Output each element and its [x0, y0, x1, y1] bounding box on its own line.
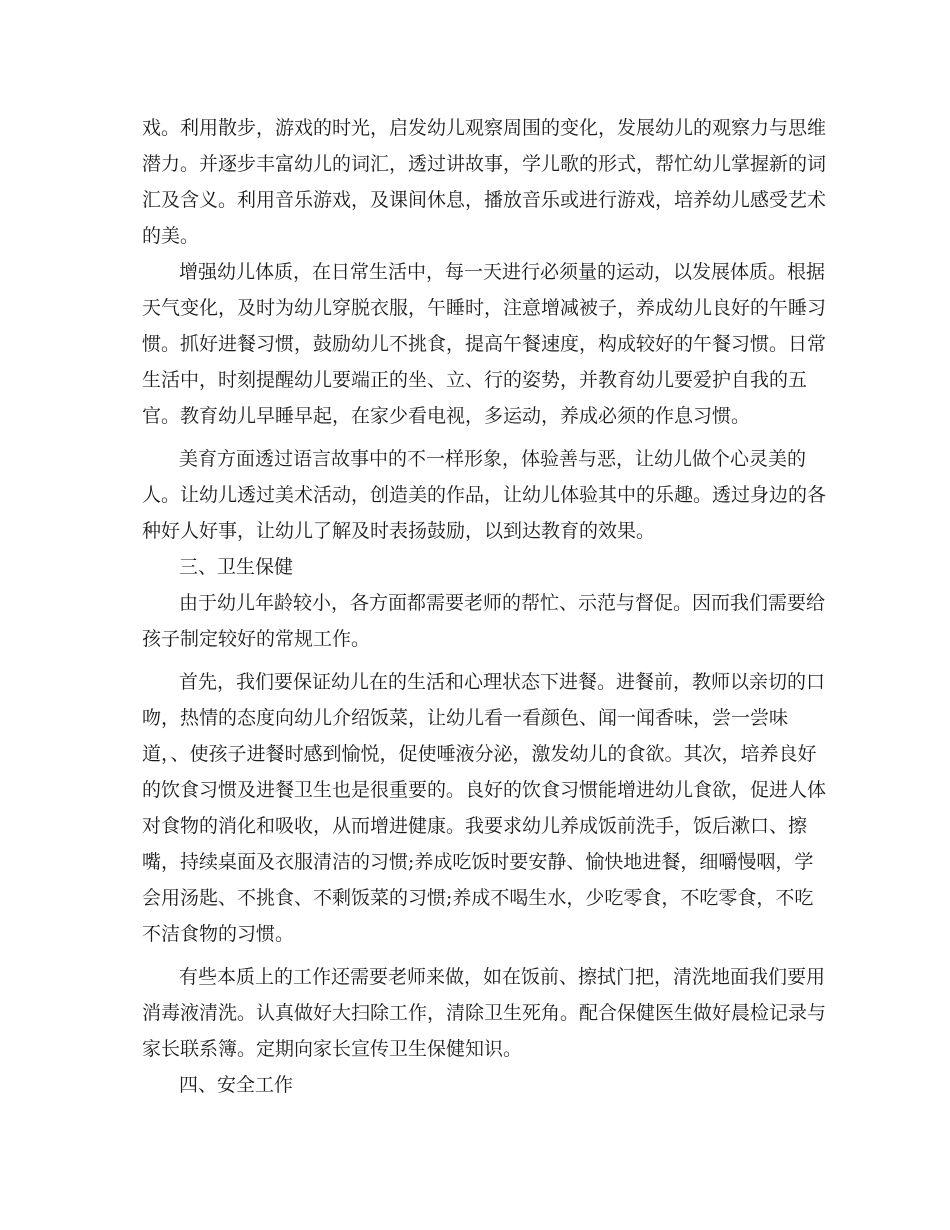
paragraph-6-line-2: 吻，热情的态度向幼儿介绍饭菜，让幼儿看一看颜色、闻一闻香味，尝一尝味 — [142, 707, 789, 729]
paragraph-7-line-2: 消毒液清洗。认真做好大扫除工作，清除卫生死角。配合保健医生做好晨检记录与 — [142, 1002, 827, 1024]
paragraph-6-line-5: 对食物的消化和吸收，从而增进健康。我要求幼儿养成饭前洗手，饭后漱口、擦 — [142, 815, 808, 837]
paragraph-5-line-2: 孩子制定较好的常规工作。 — [142, 628, 371, 650]
paragraph-2-line-5: 官。教育幼儿早睡早起，在家少看电视，多运动，养成必须的作息习惯。 — [142, 405, 751, 427]
paragraph-1-line-3: 汇及含义。利用音乐游戏，及课间休息，播放音乐或进行游戏，培养幼儿感受艺术 — [142, 189, 827, 211]
paragraph-6-line-1: 首先，我们要保证幼儿在的生活和心理状态下进餐。进餐前，教师以亲切的口 — [179, 671, 826, 693]
paragraph-3-line-3: 种好人好事，让幼儿了解及时表扬鼓励，以到达教育的效果。 — [142, 520, 656, 542]
paragraph-6-line-4: 的饮食习惯及进餐卫生也是很重要的。良好的饮食习惯能增进幼儿食欲，促进人体 — [142, 779, 827, 801]
paragraph-6-line-8: 不洁食物的习惯。 — [142, 923, 295, 945]
paragraph-1-line-1: 戏。利用散步，游戏的时光，启发幼儿观察周围的变化，发展幼儿的观察力与思维 — [142, 117, 827, 139]
paragraph-6-line-3: 道，、使孩子进餐时感到愉悦，促使唾液分泌，激发幼儿的食欲。其次，培养良好 — [142, 743, 817, 765]
paragraph-2-line-4: 生活中，时刻提醒幼儿要端正的坐、立、行的姿势，并教育幼儿要爱护自我的五 — [142, 369, 808, 391]
section-heading-safety: 四、安全工作 — [179, 1074, 294, 1096]
section-heading-hygiene: 三、卫生保健 — [179, 556, 294, 578]
paragraph-5-line-1: 由于幼儿年龄较小，各方面都需要老师的帮忙、示范与督促。因而我们需要给 — [179, 592, 826, 614]
paragraph-3-line-2: 人。让幼儿透过美术活动，创造美的作品，让幼儿体验其中的乐趣。透过身边的各 — [142, 484, 827, 506]
paragraph-2-line-2: 天气变化，及时为幼儿穿脱衣服，午睡时，注意增减被子，养成幼儿良好的午睡习 — [142, 297, 827, 319]
paragraph-3-line-1: 美育方面透过语言故事中的不一样形象，体验善与恶，让幼儿做个心灵美的 — [179, 448, 807, 470]
paragraph-1-line-2: 潜力。并逐步丰富幼儿的词汇，透过讲故事，学儿歌的形式，帮忙幼儿掌握新的词 — [142, 153, 827, 175]
paragraph-7-line-1: 有些本质上的工作还需要老师来做，如在饭前、擦拭门把，清洗地面我们要用 — [179, 966, 826, 988]
paragraph-6-line-7: 会用汤匙、不挑食、不剩饭菜的习惯;养成不喝生水，少吃零食，不吃零食，不吃 — [142, 887, 814, 909]
paragraph-7-line-3: 家长联系簿。定期向家长宣传卫生保健知识。 — [142, 1038, 523, 1060]
paragraph-2-line-1: 增强幼儿体质，在日常生活中，每一天进行必须量的运动，以发展体质。根据 — [179, 261, 826, 283]
paragraph-1-line-4: 的美。 — [142, 225, 200, 247]
paragraph-6-line-6: 嘴，持续桌面及衣服清洁的习惯;养成吃饭时要安静、愉快地进餐，细嚼慢咽，学 — [142, 851, 814, 873]
paragraph-2-line-3: 惯。抓好进餐习惯，鼓励幼儿不挑食，提高午餐速度，构成较好的午餐习惯。日常 — [142, 333, 827, 355]
